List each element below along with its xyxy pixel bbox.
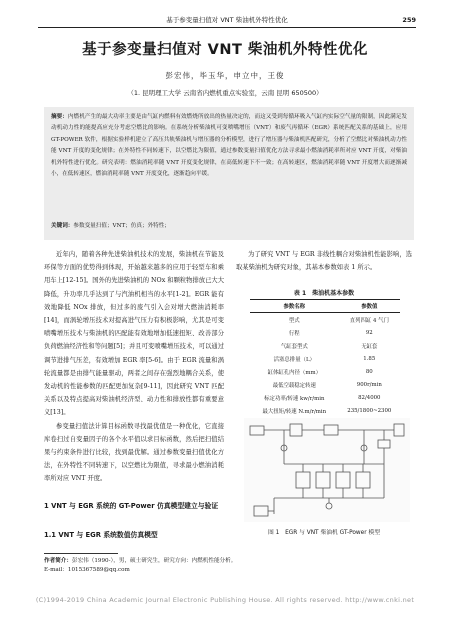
table-row [250,391,400,404]
page-number: 259 [402,16,416,24]
keywords [51,221,407,232]
cnki-watermark: (C)1994-2019 China Academic Journal Electronic Publishing House. All rights reserved. http://www.cnki.net [35,596,415,604]
table-cell: 气缸套型式 [280,343,308,350]
keywords-label: 关键词： [51,223,74,229]
table-row [250,313,400,327]
table-header: 参数名称 [250,300,339,313]
table-row [250,378,400,391]
author-list: 彭宏伟，毕玉华，申立中，王俊 [165,71,285,80]
footnote-label: 作者简介： [44,558,72,564]
table-cell: 最大扭矩/转速 N.m/r/min [262,408,327,415]
diagram-block [250,426,264,435]
subsection-heading: 1.1 VNT 与 EGR 系统数值仿真模型 [44,531,158,539]
engine-parameter-table [250,299,400,431]
left-column [44,248,224,486]
abstract-body: 内燃机产生的最大功率主要是由气缸内燃料有效燃烧所放出的热量决定的，而这又受到每循环吸入气缸内实际空气量的限制，因此满足发动机动力性的能提高应充分考虑空燃比的影响。在系统分析柴油机可变喷嘴增压（VNT）和废气再循环（EGR）系统匹配关系的基础上，应用 GT-POWER 软件，根据实验样机建立了高压共轨柴油机与增压器的分析模型，进行了增压器与柴油机匹配研究，分析了空燃比对柴油机动力性能 VNT 开度的变化规律；在外特性不同转速下，以空燃比为限值，通过参数变量扫值优化方法寻求最小燃油消耗率所对应 VNT 开度，对柴油机外特性进行优化。研究表明：燃油消耗率随 VNT 开度变化规律，在高低转速下不一致；在高转速区，燃油消耗率随 VNT 开度增大而逐渐减小，在低转速区，燃油消耗率随 VNT 开度变化，逐渐趋向平缓。 [51,114,407,178]
table-row [250,365,400,378]
diagram-block [254,506,268,516]
table-cell: 1.85 [363,355,376,362]
keywords-text: 参数变量扫值；VNT；仿真；外特性； [73,223,170,229]
table-cell: 直列四缸 4 气门 [349,317,389,324]
table-header: 参数值 [339,300,400,313]
table-cell: 无缸套 [361,343,378,350]
table-cell: 型式 [288,317,300,324]
running-header [38,14,416,28]
cylinder-block [316,472,330,488]
diagram-block [324,425,338,435]
section-heading: 1 VNT 与 EGR 系统的 GT-Power 仿真模型建立与验证 [44,502,219,510]
cylinder-block [336,472,350,488]
table-row [250,339,400,352]
table-row [250,352,400,365]
footnote-text: 彭宏伟（1990-），男，硕士研究生，研究方向：内燃机性能分析。 [71,558,237,564]
table-cell: 92 [365,329,373,336]
diagram-block [394,424,404,436]
table-cell: 82/4000 [358,394,381,401]
table-row [250,326,400,339]
intro-paragraph: 近年内，随着各种先进柴油机技术的发展，柴油机在节能及环保等方面的优势得到体现，开始越来越多的应用于轻型车和乘用车上[12-15]。国外的先进柴油机的 NOx 和颗粒物排放已大大降低，升功率几乎达到了与汽油机相当的水平[1-2]。EGR 能有效地降低 NOx 排放，但过多的废气引入会对增大燃油消耗率[14]，而涡轮增压技术对提高进气压力有积极影响，尤其是可变喷嘴增压技术与柴油机的匹配能有效地增加低速扭矩、改善部分负荷燃油经济性和等问题[5]；并且可变喷嘴增压技术，可以通过调节进排气压差，有效增加 EGR 率[5-6]。由于 EGR 流量和涡轮流量都是由排气能量驱动，两者之间存在强烈地耦合关系，使发动机的性能参数的匹配更加复杂[9-11]，因此研究 VNT 匹配关系以及特点提高对柴油机经济型、动力性和排放性都有重要意义[13]。 [44,251,224,417]
table-cell: 标定功率/转速 kw/r/min [264,395,325,402]
model-diagram [244,418,410,522]
gt-power-model-figure [244,418,410,522]
diagram-block [290,424,302,436]
abstract [51,112,407,180]
table-caption: 表 1 柴油机基本参数 [293,290,355,297]
table-cell: 行程 [288,330,300,337]
author-footnote [44,557,414,575]
abstract-label: 摘要： [51,114,68,120]
table-cell: 最低空载稳定转速 [272,382,316,389]
affiliation: （1. 昆明理工大学 云南省内燃机重点实验室，云南 昆明 650500） [127,89,323,97]
table-cell: 80 [365,368,373,375]
cylinder-block [296,472,310,488]
table-cell: 缸体缸孔内径（mm） [267,369,321,376]
article-title: 基于参变量扫值对 VNT 柴油机外特性优化 [82,42,368,58]
diagram-block [378,440,390,448]
table-cell: 235/1800~2300 [347,407,392,414]
footnote-divider [44,553,118,554]
right-column-intro: 为了研究 VNT 与 EGR 非线性耦合对柴油机性能影响，选取某柴油机为研究对象，其基本参数如表 1 所示。 [236,251,412,272]
table-cell: 活塞总排量（L） [273,356,315,363]
figure-caption: 图 1 EGR 与 VNT 柴油机 GT-Power 模型 [267,530,381,536]
table-header-row [250,300,400,313]
intro-paragraph: 参变量扫值法计算目标函数寻找最优值是一种优化，它直接库卷扫过自变量因子的各个水平值以求目标函数，然后把扫值结果与约束条件进行比较，找到最优解。通过参数变量扫值优化方法，在外特性不同转速下，以空燃比为限值，寻求最小燃油消耗率所对应 VNT 开度。 [44,422,224,483]
table-cell: 900r/min [356,381,382,388]
running-title: 基于参变量扫值对 VNT 柴油机外特性优化 [166,16,288,24]
cylinder-block [356,472,370,488]
table-row [250,404,400,417]
author-email: E-mail：1015367589@qq.com [44,567,130,573]
